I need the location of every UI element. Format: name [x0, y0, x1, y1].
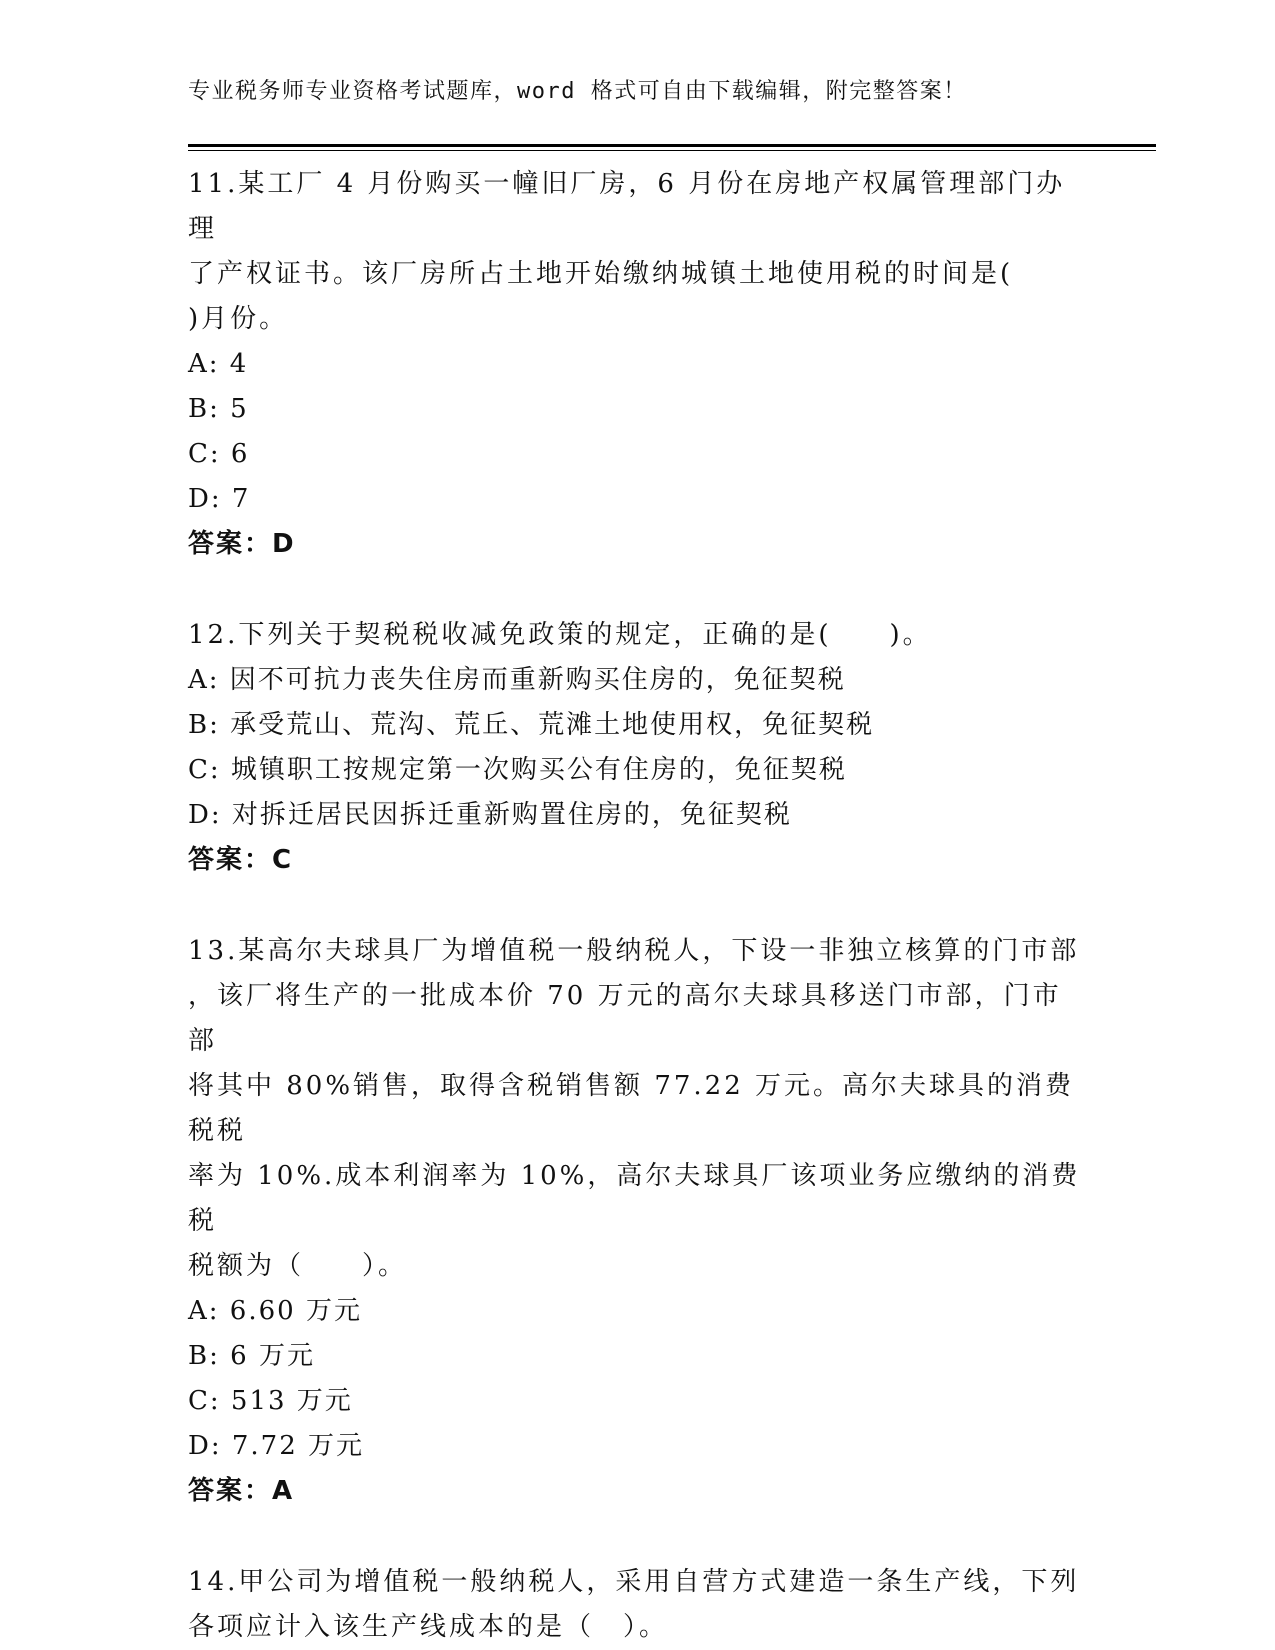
header-rule-thick	[188, 144, 1156, 147]
question-12	[188, 613, 1088, 883]
question-11	[188, 162, 1088, 567]
question-stem-line: 11.某工厂 4 月份购买一幢旧厂房，6 月份在房地产权属管理部门办理	[188, 169, 1066, 244]
question-spacer	[188, 1514, 1088, 1560]
question-stem-line: 率为 10%.成本利润率为 10%，高尔夫球具厂该项业务应缴纳的消费税	[188, 1161, 1081, 1236]
option-b: B: 承受荒山、荒沟、荒丘、荒滩土地使用权，免征契税	[188, 710, 875, 740]
option-d: D: 对拆迁居民因拆迁重新购置住房的，免征契税	[188, 800, 792, 830]
option-a: A: 6.60 万元	[188, 1296, 362, 1326]
question-stem-line: ，该厂将生产的一批成本价 70 万元的高尔夫球具移送门市部，门市部	[188, 981, 1062, 1056]
page-header: 专业税务师专业资格考试题库，word 格式可自由下载编辑，附完整答案！	[188, 79, 967, 104]
option-c: C: 城镇职工按规定第一次购买公有住房的，免征契税	[188, 755, 847, 785]
option-d: D: 7	[188, 484, 251, 514]
question-list	[188, 162, 1088, 1650]
option-a: A: 因不可抗力丧失住房而重新购买住房的，免征契税	[188, 665, 846, 695]
option-b: B: 6 万元	[188, 1341, 315, 1371]
question-stem-line: 各项应计入该生产线成本的是（ ）。	[188, 1612, 669, 1642]
question-stem-line: 12.下列关于契税税收减免政策的规定，正确的是( )。	[188, 620, 932, 650]
option-c: C: 6	[188, 439, 250, 469]
question-stem-line: 14.甲公司为增值税一般纳税人，采用自营方式建造一条生产线，下列	[188, 1567, 1080, 1597]
question-spacer	[188, 883, 1088, 929]
header-rule-thin	[188, 150, 1156, 151]
option-d: D: 7.72 万元	[188, 1431, 365, 1461]
question-spacer	[188, 567, 1088, 613]
option-a: A: 4	[188, 349, 249, 379]
question-stem-line: 将其中 80%销售，取得含税销售额 77.22 万元。高尔夫球具的消费税税	[188, 1071, 1075, 1146]
question-stem-line: 13.某高尔夫球具厂为增值税一般纳税人，下设一非独立核算的门市部	[188, 936, 1080, 966]
option-c: C: 513 万元	[188, 1386, 353, 1416]
question-stem-line: )月份。	[188, 304, 289, 334]
question-13	[188, 929, 1088, 1514]
answer-line: 答案：D	[188, 529, 296, 559]
question-stem-line: 了产权证书。该厂房所占土地开始缴纳城镇土地使用税的时间是(	[188, 259, 1014, 289]
question-stem-line: 税额为（ ）。	[188, 1251, 408, 1281]
question-14	[188, 1560, 1088, 1650]
answer-line: 答案：A	[188, 1476, 295, 1506]
answer-line: 答案：C	[188, 845, 294, 875]
option-b: B: 5	[188, 394, 249, 424]
